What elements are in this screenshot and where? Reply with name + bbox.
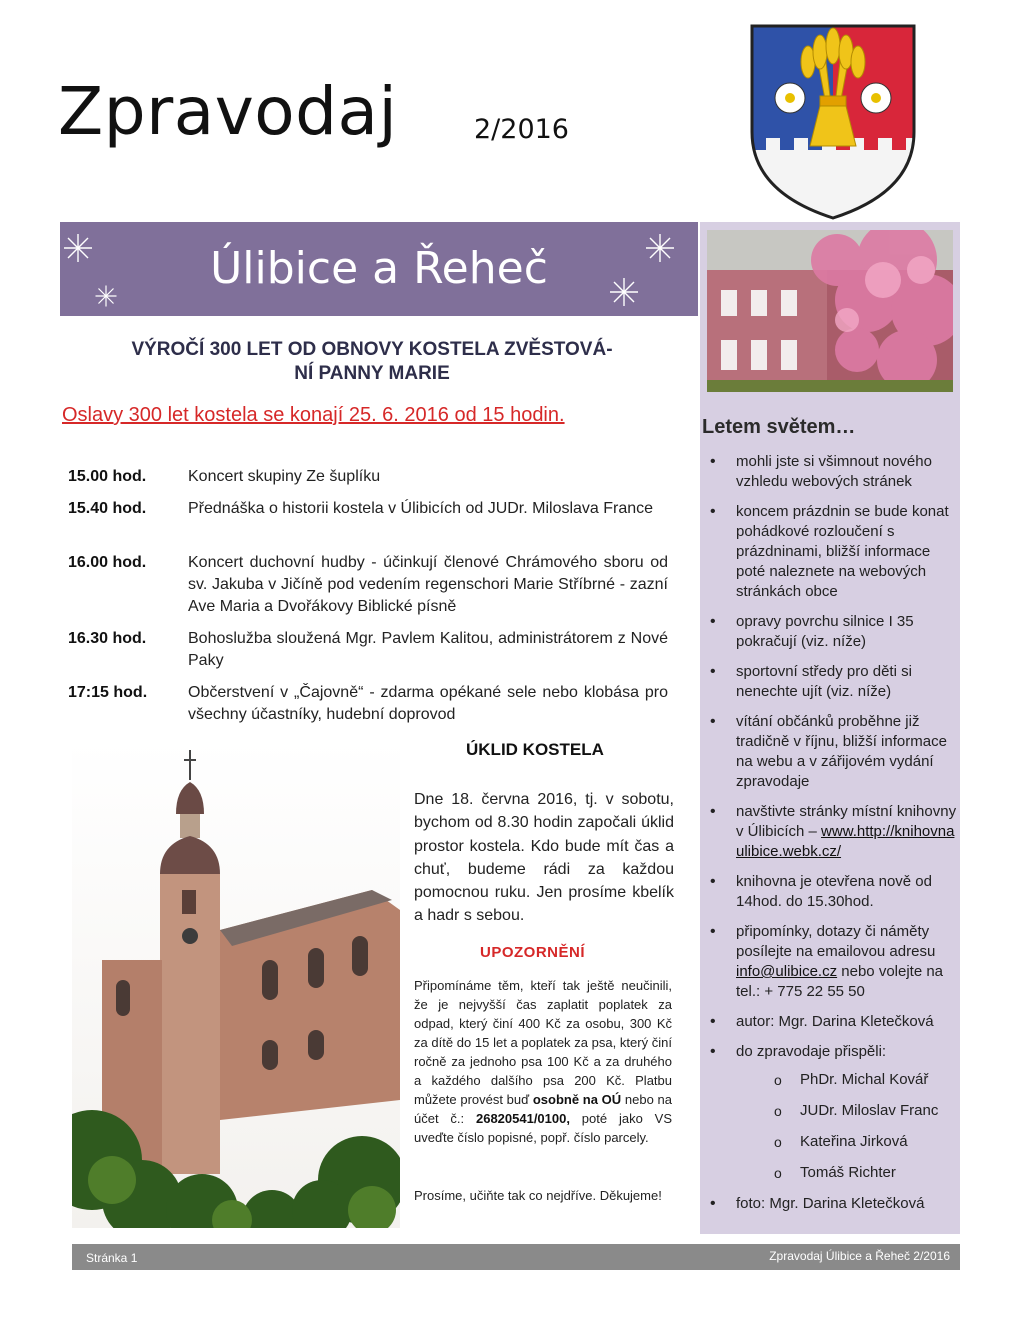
schedule-desc: Přednáška o historii kostela v Úlibicích od JUDr. Miloslava France xyxy=(188,500,654,517)
schedule-time: 15.40 hod. xyxy=(68,500,147,517)
notice-text: Připomínáme těm, kteří tak ještě neučinili, že je nejvyšší čas zaplatit poplatek za odpad, který činí 400 Kč za osobu, 300 Kč za dítě do 15 let a poplatek za psa, který činí ročně za jednoho psa 100 Kč a za druhého a každého dalšího psa 200 Kč. Platbu můžete provést buď osobně na OÚ nebo na účet č.: 26820541/0100, poté jako VS uveďte číslo popisné, popř. číslo parcely. xyxy=(414,978,672,1145)
list-item: • mohli jste si všimnout nového vzhledu webových stránek xyxy=(706,452,958,492)
issue-number: 2/2016 xyxy=(474,114,569,145)
schedule-desc: Koncert skupiny Ze šuplíku xyxy=(188,468,381,485)
list-item: • koncem prázdnin se bude konat pohádkové rozloučení s prázdninami, bližší informace poté naleznete na webových stránkách obce xyxy=(706,502,958,602)
list-item: • foto: Mgr. Darina Kletečková xyxy=(706,1194,958,1214)
library-link[interactable]: www.http://knihovnaulibice.webk.cz/ xyxy=(736,823,955,860)
schedule-time: 16.00 hod. xyxy=(68,554,147,571)
notice-closing: Prosíme, učiňte tak co nejdříve. Děkujeme! xyxy=(414,1188,662,1203)
coat-of-arms-icon xyxy=(748,22,918,222)
banner-title: Úlibice a Řeheč xyxy=(210,243,548,294)
list-item: • připomínky, dotazy či náměty posílejte na emailovou adresu info@ulibice.cz nebo volejte na tel.: + 775 22 55 50 xyxy=(706,922,958,1002)
page-number: Stránka 1 xyxy=(86,1251,138,1265)
schedule-desc: Bohoslužba sloužená Mgr. Pavlem Kalitou, administrátorem z Nové Paky xyxy=(188,630,668,669)
schedule-row xyxy=(68,552,670,618)
list-item: • vítání občánků proběhne již tradičně v říjnu, bližší informace na webu a v zářijovém vydání zpravodaje xyxy=(706,712,958,792)
notice-heading: UPOZORNĚNÍ xyxy=(480,944,586,961)
newsletter-title: Zpravodaj xyxy=(58,73,398,150)
church-photo xyxy=(72,740,400,1228)
list-item: • sportovní středy pro děti si nenechte ujít (viz. níže) xyxy=(706,662,958,702)
list-item: • knihovna je otevřena nově od 14hod. do 15.30hod. xyxy=(706,872,958,912)
schedule-row xyxy=(68,466,670,488)
footer-title: Zpravodaj Úlibice a Řeheč 2/2016 xyxy=(769,1249,950,1263)
cleanup-text: Dne 18. června 2016, tj. v sobotu, bychom od 8.30 hodin započali úklid prostor kostela. Kdo bude mít čas a chuť, budeme rádi za každou pomocnou ruku. Jen prosíme kbelík a hadr s sebou. xyxy=(414,791,674,925)
article-subtitle: Oslavy 300 let kostela se konají 25. 6. 2016 od 15 hodin. xyxy=(62,404,565,426)
article-title: VÝROČÍ 300 LET OD OBNOVY KOSTELA ZVĚSTOVÁ- NÍ PANNY MARIE xyxy=(131,339,613,384)
cleanup-heading: ÚKLID KOSTELA xyxy=(466,740,604,759)
schedule-time: 16.30 hod. xyxy=(68,630,147,647)
contributors-list xyxy=(736,1070,958,1183)
contributor: o JUDr. Miloslav Franc xyxy=(736,1101,958,1121)
schedule-row xyxy=(68,628,670,672)
email-link[interactable]: info@ulibice.cz xyxy=(736,963,838,980)
schedule-time: 15.00 hod. xyxy=(68,468,147,485)
list-item: • autor: Mgr. Darina Kletečková xyxy=(706,1012,958,1032)
contributor: o Tomáš Richter xyxy=(736,1163,958,1183)
contributor: o Kateřina Jirková xyxy=(736,1132,958,1152)
building-photo xyxy=(707,230,953,392)
sidebar-heading: Letem světem… xyxy=(702,416,856,438)
contributor: o PhDr. Michal Kovář xyxy=(736,1070,958,1090)
schedule-desc: Občerstvení v „Čajovně“ - zdarma opékané sele nebo klobása pro všechny účastníky, hudební doprovod xyxy=(188,684,668,723)
sidebar-news-list xyxy=(706,452,958,1224)
list-item: • opravy povrchu silnice I 35 pokračují (viz. níže) xyxy=(706,612,958,652)
schedule-desc: Koncert duchovní hudby - účinkují členové Chrámového sboru od sv. Jakuba v Jičíně pod vedením regenschori Marie Stříbrné - zazní Ave Maria a Dvořákovy Biblické písně xyxy=(188,554,668,615)
schedule-row xyxy=(68,498,670,542)
list-item: • do zpravodaje přispěli: o PhDr. Michal Kovář o JUDr. Miloslav Franc o Kateřina Jirková o Tomáš Richter xyxy=(706,1042,958,1183)
schedule-row xyxy=(68,682,670,726)
schedule-time: 17:15 hod. xyxy=(68,684,148,701)
list-item: • navštivte stránky místní knihovny v Úlibicích – www.http://knihovnaulibice.webk.cz/ xyxy=(706,802,958,862)
